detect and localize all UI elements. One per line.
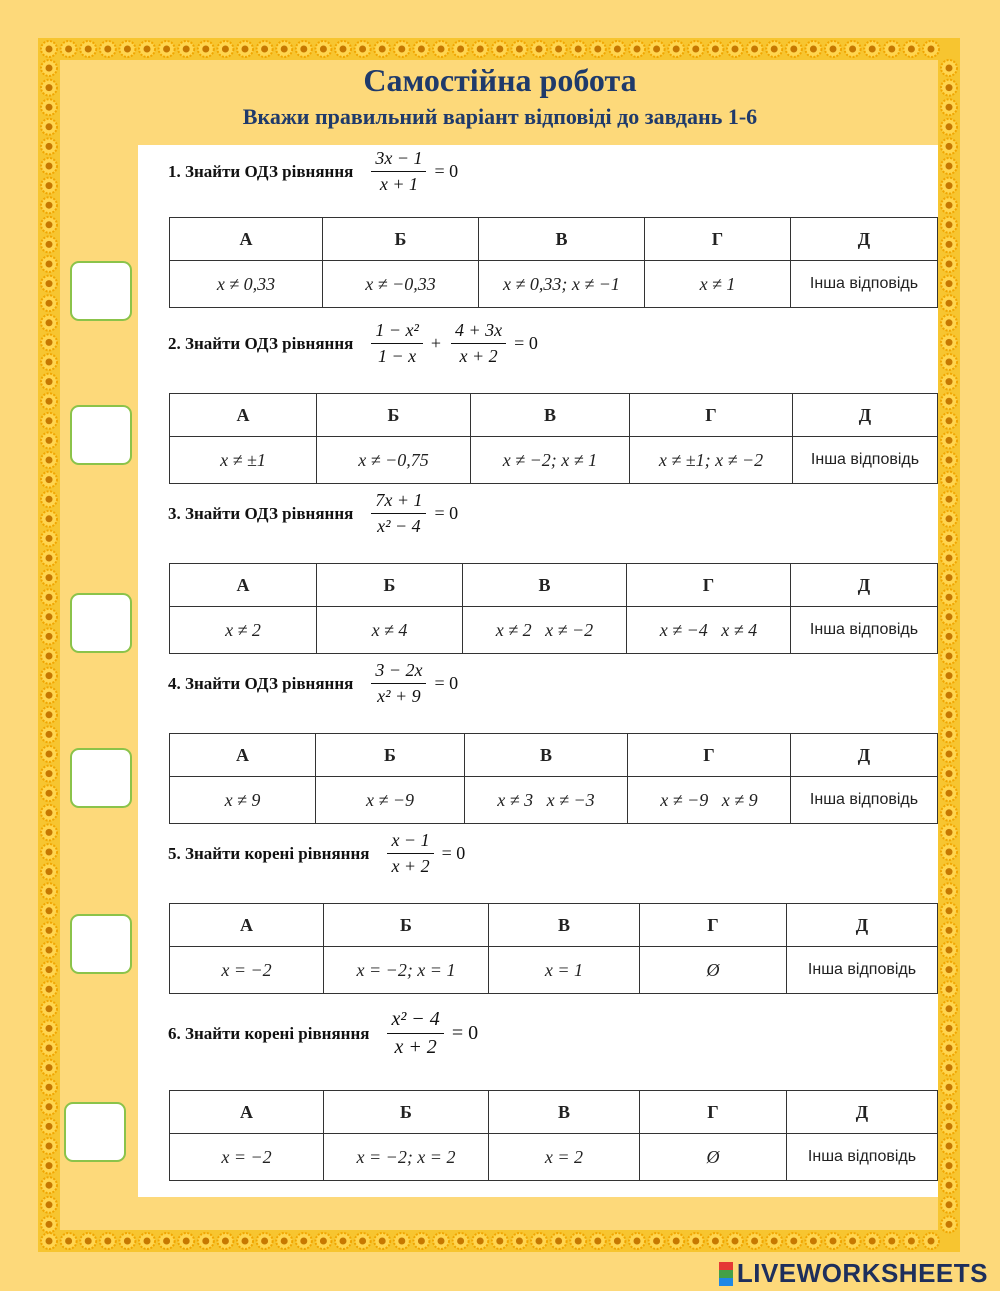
header-g: Г <box>640 904 787 947</box>
task-5-denominator: x + 2 <box>391 856 430 876</box>
header-v: В <box>479 218 645 261</box>
task-5-numerator: x − 1 <box>387 830 433 854</box>
option-b: x = −2; x = 2 <box>324 1134 489 1181</box>
option-d: Інша відповідь <box>791 261 938 308</box>
task-2-fraction-2 <box>451 320 506 367</box>
header-row <box>170 564 938 607</box>
task-1-options-table <box>169 217 938 308</box>
option-b: x ≠ 4 <box>317 607 463 654</box>
header-b: Б <box>316 734 465 777</box>
task-4-denominator: x² + 9 <box>377 686 421 706</box>
task-2-denominator-1: 1 − x <box>378 346 417 366</box>
header-b: Б <box>324 1091 489 1134</box>
page-title: Самостійна робота <box>363 62 637 98</box>
header-b: Б <box>317 394 471 437</box>
header-row <box>170 394 938 437</box>
task-2-fraction-1 <box>371 320 423 367</box>
task-2-equals: = 0 <box>514 333 538 353</box>
options-row <box>170 947 938 994</box>
header-b: Б <box>324 904 489 947</box>
option-d: Інша відповідь <box>791 607 938 654</box>
option-v: x ≠ 3 x ≠ −3 <box>465 777 628 824</box>
liveworksheets-logo-icon <box>719 1262 733 1286</box>
header-b: Б <box>317 564 463 607</box>
header-row <box>170 734 938 777</box>
task-5-fraction <box>387 830 433 877</box>
task-1-label: 1. Знайти ОДЗ рівняння <box>168 161 354 181</box>
header-a: А <box>170 734 316 777</box>
task-6-options-table <box>169 1090 938 1181</box>
option-a: x = −2 <box>170 947 324 994</box>
task-1-numerator: 3x − 1 <box>371 148 426 172</box>
task-2-options-table <box>169 393 938 484</box>
option-b: x = −2; x = 1 <box>324 947 489 994</box>
option-b: x ≠ −0,75 <box>317 437 471 484</box>
task-4-numerator: 3 − 2x <box>371 660 426 684</box>
header-row <box>170 218 938 261</box>
header-d: Д <box>791 218 938 261</box>
page-subtitle: Вкажи правильний варіант відповіді до завдань 1-6 <box>242 104 758 129</box>
option-g: x ≠ 1 <box>645 261 791 308</box>
task-5-label: 5. Знайти корені рівняння <box>168 843 370 863</box>
task-2-denominator-2: x + 2 <box>459 346 498 366</box>
header-v: В <box>489 904 640 947</box>
header-d: Д <box>793 394 938 437</box>
option-v: x = 2 <box>489 1134 640 1181</box>
task-4-statement <box>168 660 458 707</box>
task-3-options-table <box>169 563 938 654</box>
header-v: В <box>471 394 630 437</box>
option-g: x ≠ −9 x ≠ 9 <box>628 777 791 824</box>
option-d: Інша відповідь <box>787 947 938 994</box>
option-a: x ≠ 0,33 <box>170 261 323 308</box>
header-d: Д <box>791 734 938 777</box>
answer-input-6[interactable] <box>64 1102 126 1162</box>
task-2-numerator-2: 4 + 3x <box>451 320 506 344</box>
header-g: Г <box>630 394 793 437</box>
header-d: Д <box>787 1091 938 1134</box>
header-a: А <box>170 218 323 261</box>
header-g: Г <box>628 734 791 777</box>
answer-input-1[interactable] <box>70 261 132 321</box>
task-2-plus: + <box>430 333 442 353</box>
header-v: В <box>489 1091 640 1134</box>
answer-input-5[interactable] <box>70 914 132 974</box>
header-b: Б <box>323 218 479 261</box>
option-a: x = −2 <box>170 1134 324 1181</box>
task-6-fraction <box>387 1008 443 1059</box>
option-g: x ≠ −4 x ≠ 4 <box>627 607 791 654</box>
task-3-fraction <box>371 490 426 537</box>
task-3-numerator: 7x + 1 <box>371 490 426 514</box>
task-4-equals: = 0 <box>434 673 459 693</box>
task-1-denominator: x + 1 <box>379 174 418 194</box>
header-g: Г <box>645 218 791 261</box>
option-d: Інша відповідь <box>791 777 938 824</box>
task-4-label: 4. Знайти ОДЗ рівняння <box>168 673 354 693</box>
header-d: Д <box>791 564 938 607</box>
option-g: Ø <box>640 947 787 994</box>
header-row <box>170 904 938 947</box>
option-v: x ≠ −2; x ≠ 1 <box>471 437 630 484</box>
header-a: А <box>170 564 317 607</box>
options-row <box>170 1134 938 1181</box>
task-5-options-table <box>169 903 938 994</box>
header-g: Г <box>640 1091 787 1134</box>
task-1-statement <box>168 148 458 195</box>
options-row <box>170 261 938 308</box>
task-6-denominator: x + 2 <box>394 1036 437 1058</box>
task-3-denominator: x² − 4 <box>377 516 421 536</box>
header-v: В <box>463 564 627 607</box>
option-g: x ≠ ±1; x ≠ −2 <box>630 437 793 484</box>
task-6-statement <box>168 1008 478 1059</box>
task-3-statement <box>168 490 458 537</box>
header-g: Г <box>627 564 791 607</box>
task-1-equals: = 0 <box>434 161 459 181</box>
option-b: x ≠ −0,33 <box>323 261 479 308</box>
answer-input-2[interactable] <box>70 405 132 465</box>
options-row <box>170 607 938 654</box>
task-5-equals: = 0 <box>441 843 466 863</box>
option-g: Ø <box>640 1134 787 1181</box>
option-a: x ≠ ±1 <box>170 437 317 484</box>
options-row <box>170 777 938 824</box>
header-d: Д <box>787 904 938 947</box>
task-6-label: 6. Знайти корені рівняння <box>168 1023 370 1043</box>
task-4-fraction <box>371 660 426 707</box>
option-v: x ≠ 0,33; x ≠ −1 <box>479 261 645 308</box>
option-b: x ≠ −9 <box>316 777 465 824</box>
option-d: Інша відповідь <box>787 1134 938 1181</box>
answer-input-3[interactable] <box>70 593 132 653</box>
task-5-statement <box>168 830 465 877</box>
task-3-label: 3. Знайти ОДЗ рівняння <box>168 503 354 523</box>
brand-logo <box>719 1258 988 1289</box>
task-2-statement <box>168 320 538 367</box>
header-a: А <box>170 394 317 437</box>
task-6-equals: = 0 <box>451 1022 479 1044</box>
task-3-equals: = 0 <box>434 503 459 523</box>
answer-input-4[interactable] <box>70 748 132 808</box>
option-d: Інша відповідь <box>793 437 938 484</box>
task-2-label: 2. Знайти ОДЗ рівняння <box>168 333 354 353</box>
header-v: В <box>465 734 628 777</box>
task-2-numerator-1: 1 − x² <box>371 320 423 344</box>
option-v: x ≠ 2 x ≠ −2 <box>463 607 627 654</box>
option-a: x ≠ 9 <box>170 777 316 824</box>
header-a: А <box>170 904 324 947</box>
task-1-fraction <box>371 148 426 195</box>
option-v: x = 1 <box>489 947 640 994</box>
option-a: x ≠ 2 <box>170 607 317 654</box>
task-6-numerator: x² − 4 <box>387 1008 443 1034</box>
brand-name: LIVEWORKSHEETS <box>736 1258 988 1288</box>
options-row <box>170 437 938 484</box>
header-a: А <box>170 1091 324 1134</box>
header-row <box>170 1091 938 1134</box>
task-4-options-table <box>169 733 938 824</box>
